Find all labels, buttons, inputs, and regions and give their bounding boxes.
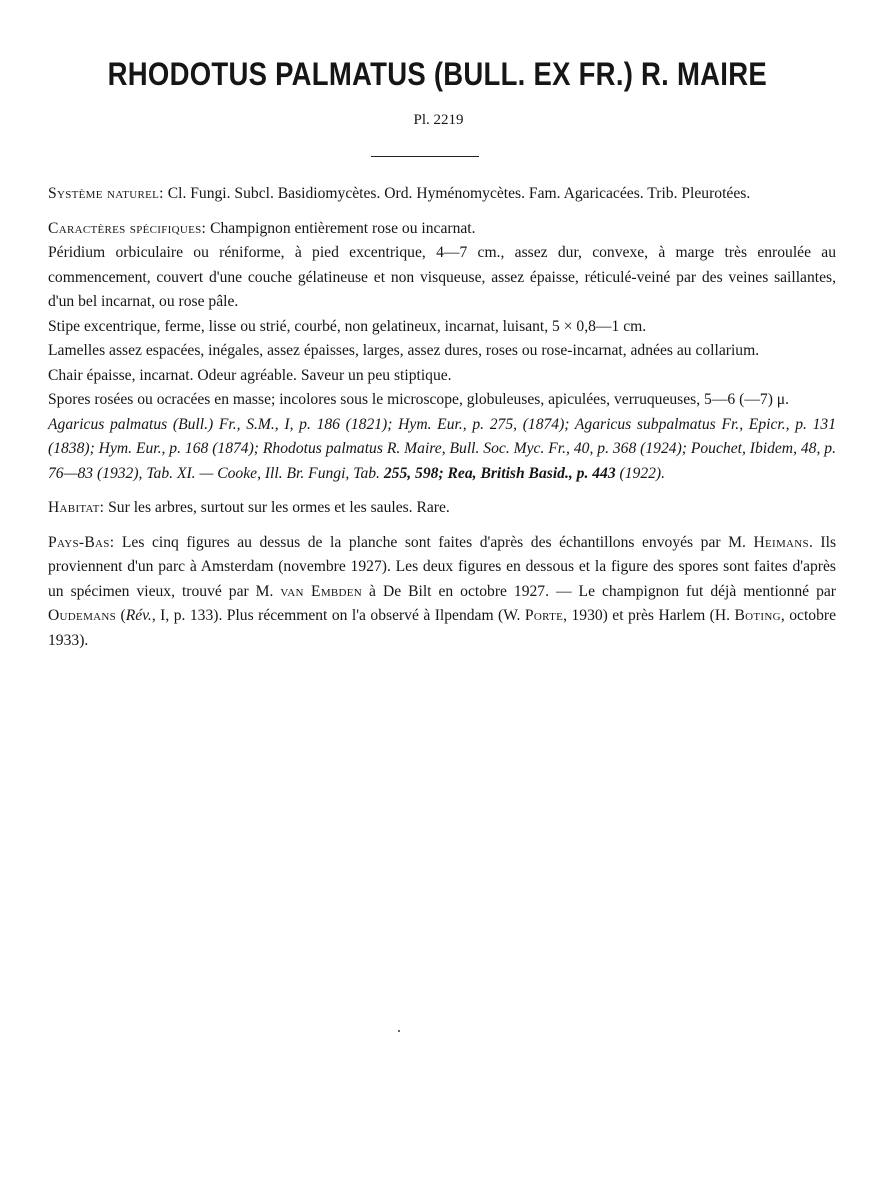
systeme-text: Cl. Fungi. Subcl. Basidiomycètes. Ord. Hyménomycètes. Fam. Agaricacées. Trib. Pleurotées. [163, 185, 751, 202]
pays-bas-text-1: Les cinq figures au dessus de la planche sont faites d'après des échantillons envoyés par M. [114, 533, 754, 551]
systeme-paragraph [48, 182, 836, 207]
references-text-3: 443 [592, 464, 616, 482]
pays-bas-label: Pays-Bas: [48, 533, 115, 551]
divider [371, 156, 479, 157]
body-text [48, 182, 836, 653]
lamelles-paragraph: Lamelles assez espacées, inégales, assez épaisses, larges, assez dures, roses ou rose-incarnat, adnées au collarium. [48, 342, 760, 359]
person-name: Heimans [753, 533, 809, 551]
person-name: van Embden [280, 582, 363, 600]
caracteres-label: Caractères spécifiques: [48, 219, 207, 237]
caracteres-text: Champignon entièrement rose ou incarnat. [206, 219, 476, 237]
pays-bas-text-5: , I, p. 133). Plus récemment on l'a observé à Ilpendam (W. [151, 607, 525, 624]
stipe-paragraph: Stipe excentrique, ferme, lisse ou strié, courbé, non gelatineux, incarnat, luisant, 5 × 0,8—1 cm. [48, 317, 647, 335]
references-text-2: 255, 598; Rea, British Basid., p. [383, 464, 593, 482]
peridium-paragraph: Péridium orbiculaire ou réniforme, à pied excentrique, 4—7 cm., assez dur, convexe, à marge très enroulée au commencement, couvert d'une couche gélatineuse et non visqueuse, assez épaisse, réticulé-veiné par des veines saillantes, d'un bel incarnat, ou rose pâle. [48, 244, 836, 310]
chair-paragraph: Chair épaisse, incarnat. Odeur agréable. Saveur un peu stiptique. [48, 366, 452, 384]
ink-speck [398, 1030, 400, 1032]
habitat-paragraph [48, 496, 836, 521]
references-text-4: (1922). [615, 464, 666, 482]
pays-bas-text-2: . Ils proviennent d'un parc à Amsterdam (novembre 1927). Les deux figures en dessous et la figure des spores sont faites d'après un spécimen vieux, trouvé par M. [48, 533, 837, 600]
reference-abbrev: Rév. [125, 607, 152, 624]
habitat-label: Habitat: [48, 499, 105, 516]
page-title: RHODOTUS PALMATUS (BULL. EX FR.) R. MAIRE [107, 56, 767, 92]
person-name: Oudemans [48, 607, 117, 624]
habitat-text: Sur les arbres, surtout sur les ormes et les saules. Rare. [104, 499, 450, 516]
pays-bas-text-3: à De Bilt en octobre 1927. — Le champignon fut déjà mentionné par [362, 582, 836, 600]
pays-bas-text-4: ( [116, 607, 126, 624]
pays-bas-paragraph [48, 531, 836, 654]
references-text-1: Agaricus palmatus (Bull.) Fr., S.M., I, p. 186 (1821); Hym. Eur., p. 275, (1874); Agaricus subpalmatus Fr., Epicr., p. 131 (1838); Hym. Eur., p. 168 (1874); Rhodotus palmatus R. Maire, Bull. Soc. Myc. Fr., 40, p. 368 (1924); Pouchet, Ibidem, 48, p. 76—83 (1932), Tab. XI. — Cooke, Ill. Br. Fungi, Tab. [48, 415, 836, 482]
references-paragraph [48, 413, 836, 487]
pays-bas-text-7: , octobre 1933). [48, 607, 836, 649]
caracteres-paragraph [48, 217, 836, 242]
person-name: Porte [524, 607, 564, 624]
pays-bas-text-6: , 1930) et près Harlem (H. [563, 607, 735, 624]
systeme-label: Système naturel: [48, 185, 164, 202]
spores-paragraph: Spores rosées ou ocracées en masse; incolores sous le microscope, globuleuses, apiculées, verruqueuses, 5—6 (—7) μ. [48, 391, 790, 408]
plate-number: Pl. 2219 [413, 112, 464, 128]
person-name: Boting [734, 607, 781, 624]
